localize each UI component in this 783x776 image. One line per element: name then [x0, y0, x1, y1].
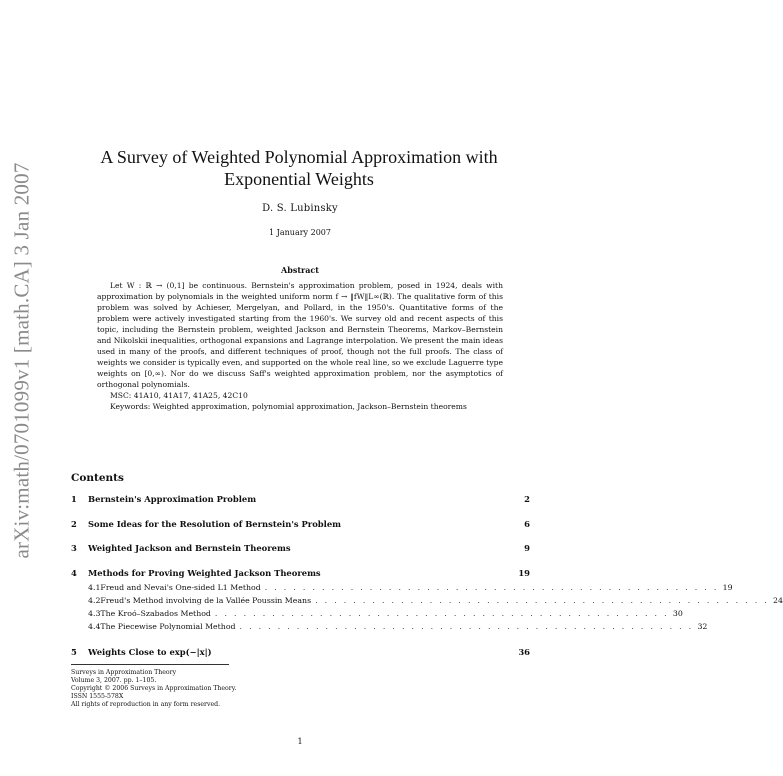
publication-date: 1 January 2007 — [269, 228, 331, 237]
toc-section-number: 5 — [71, 647, 77, 657]
toc-subsection[interactable] — [88, 609, 683, 621]
abstract-body: Let W : ℝ → (0,1] be continuous. Bernstein's approximation problem, posed in 1924, deals with approximation by polynomials in the weighted uniform norm f → ‖fW‖L∞(ℝ). The qualitative form of this problem was solved by Achieser, Mergelyan, and Pollard, in the 1950's. Quantitative forms of the problem were actively investigated starting from the 1960's. We survey old and recent aspects of this topic, including the Bernstein problem, weighted Jackson and Bernstein Theorems, Markov–Bernstein and Nikolskii inequalities, orthogonal expansions and Lagrange interpolation. We present the main ideas used in many of the proofs, and different techniques of proof, though not the full proofs. The class of weights we consider is typically even, and supported on the whole real line, so we exclude Laguerre type weights on [0,∞). Nor do we discuss Saff's weighted approximation problem, nor the asymptotics of orthogonal polynomials. — [97, 281, 503, 389]
toc-leader-dots: . . . . . . . . . . . . . . . . . . . . . . . . . . . . . . . . . . . . . . . . . . . . . . . . — [214, 609, 669, 618]
toc-section-page: 19 — [518, 568, 530, 578]
toc-section-title: Weights Close to exp(−|x|) — [88, 647, 212, 657]
toc-section-page: 36 — [518, 647, 530, 657]
toc-section-page: 2 — [524, 494, 530, 504]
toc-subsection[interactable] — [88, 622, 708, 634]
toc-subsection-title: The Kroó–Szabados Method — [100, 609, 211, 618]
toc-leader-dots: . . . . . . . . . . . . . . . . . . . . . . . . . . . . . . . . . . . . . . . . . . . . . . . . — [264, 583, 719, 592]
footnote-journal: Surveys in Approximation Theory — [71, 669, 177, 676]
footnote-rule — [71, 664, 229, 665]
abstract-heading: Abstract — [281, 265, 319, 275]
toc-section[interactable] — [71, 494, 530, 508]
footnote-block — [71, 669, 236, 709]
arxiv-identifier: arXiv:math/0701099v1 [math.CA] 3 Jan 2007 — [9, 161, 34, 559]
abstract — [97, 280, 503, 412]
toc-subsection-title: Freud and Nevai's One-sided L1 Method — [100, 583, 261, 592]
toc-section-page: 9 — [524, 543, 530, 553]
toc-section-number: 2 — [71, 519, 77, 529]
toc-section-number: 1 — [71, 494, 77, 504]
toc-subsection-number: 4.4 — [88, 622, 101, 631]
footnote-copyright: Copyright © 2006 Surveys in Approximation Theory. — [71, 685, 237, 692]
keywords: Keywords: Weighted approximation, polynomial approximation, Jackson–Bernstein theorems — [110, 402, 467, 411]
toc-section[interactable] — [71, 519, 530, 533]
toc-subsection-number: 4.1 — [88, 583, 101, 592]
msc-codes: MSC: 41A10, 41A17, 41A25, 42C10 — [110, 391, 248, 400]
toc-subsection-page: 19 — [722, 583, 733, 592]
toc-leader-dots: . . . . . . . . . . . . . . . . . . . . . . . . . . . . . . . . . . . . . . . . . . . . . . . . — [239, 622, 694, 631]
toc-subsection-title: The Piecewise Polynomial Method — [100, 622, 236, 631]
page-number: 1 — [297, 736, 303, 746]
toc-section-number: 3 — [71, 543, 77, 553]
footnote-issn: ISSN 1555-578X — [71, 693, 124, 700]
contents-heading: Contents — [71, 472, 124, 484]
toc-subsection-page: 32 — [697, 622, 708, 631]
toc-subsection[interactable] — [88, 583, 733, 595]
toc-subsection-number: 4.3 — [88, 609, 101, 618]
toc-subsection-title: Freud's Method involving de la Vallée Poussin Means — [100, 596, 312, 605]
toc-section[interactable] — [71, 568, 530, 582]
toc-subsection[interactable] — [88, 596, 783, 608]
author-name: D. S. Lubinsky — [262, 203, 338, 214]
toc-section-title: Some Ideas for the Resolution of Bernstein's Problem — [88, 519, 342, 529]
toc-section-number: 4 — [71, 568, 77, 578]
toc-section-title: Bernstein's Approximation Problem — [88, 494, 257, 504]
toc-section-title: Weighted Jackson and Bernstein Theorems — [88, 543, 291, 553]
toc-subsection-number: 4.2 — [88, 596, 101, 605]
toc-section[interactable] — [71, 647, 530, 661]
toc-subsection-page: 30 — [672, 609, 683, 618]
footnote-volume: Volume 3, 2007. pp. 1–105. — [71, 677, 157, 684]
toc-section-title: Methods for Proving Weighted Jackson Theorems — [88, 568, 321, 578]
paper-title: A Survey of Weighted Polynomial Approximation with Exponential Weights — [100, 147, 498, 189]
footnote-rights: All rights of reproduction in any form reserved. — [71, 701, 221, 708]
toc-leader-dots: . . . . . . . . . . . . . . . . . . . . . . . . . . . . . . . . . . . . . . . . . . . . . . . . — [315, 596, 770, 605]
toc-section-page: 6 — [524, 519, 530, 529]
toc-section[interactable] — [71, 543, 530, 557]
toc-subsection-page: 24 — [773, 596, 783, 605]
